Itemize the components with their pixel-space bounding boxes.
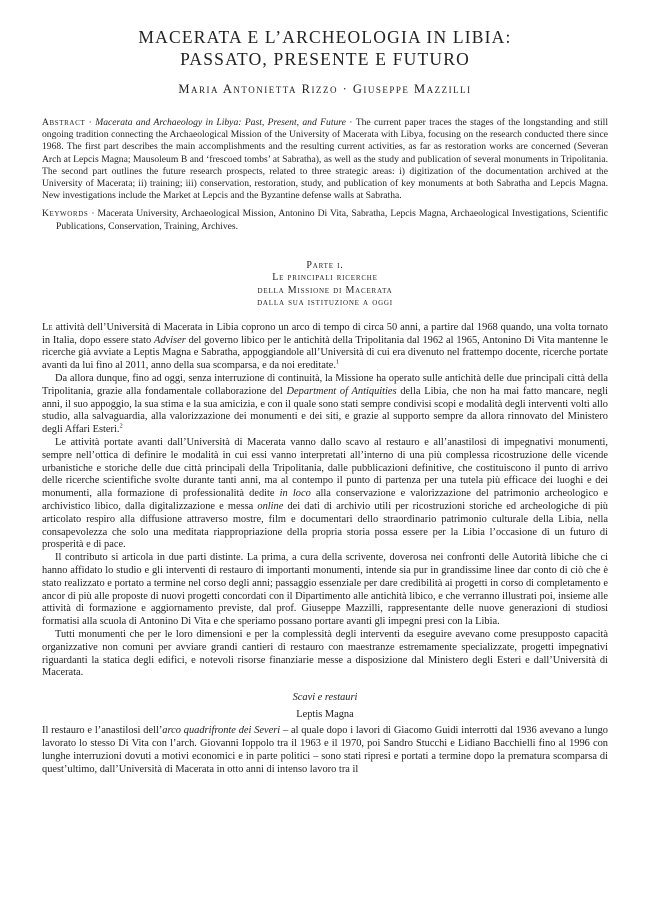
part-title-line-2: della Missione di Macerata	[257, 284, 393, 296]
abstract-english-title: Macerata and Archaeology in Libya: Past, Present, and Future	[95, 117, 346, 128]
footnote-ref-1[interactable]: 1	[335, 358, 340, 366]
footnote-ref-2[interactable]: 2	[119, 422, 123, 430]
paragraph-3-text-b: alla conservazione e valorizzazione del patrimonio archeologico e archivistico libico, dalla digitalizzazione e messa	[42, 488, 608, 512]
paragraph-3-text-a: Le attività portate avanti dall’Università di Macerata vanno dallo scavo al restauro e all’anastilosi di impegnativi monumenti, sempre nell’ottica di definire le modalità in cui essi vanno interpretati all’interno di una più complessa ricostruzione delle vicende urbanistiche e storiche delle due città principali della Tripolitania, dalle pubblicazioni definitive, che costituiscono il punto di arrivo delle ricerche scientifiche svolte durante tanti anni, ma al contempo il punto di partenza per una tutela più efficace dei luoghi e dei monumenti, alla formazione di professionalità dedite	[42, 437, 608, 500]
paragraph-3	[42, 437, 608, 552]
abstract-text: The current paper traces the stages of the longstanding and still ongoing tradition connecting the Archaeological Mission of the University of Macerata with Libya, focusing on the research conducted there since 1968. The first part describes the main accomplishments and the resulting current activities, as far as restoration works are concerned (Severan Arch at Lepcis Magna; Mausoleum B and ‘frescoed tombs’ at Sabratha), as well as the study and publication of several monuments in Tripolitania. The second part outlines the future research prospects, related to three strategic areas: i) digitization of the documentation archived at the University of Macerata; ii) training; iii) conservation, restoration, study, and publication of key monuments at both Sabratha and Lepcis Magna. New investigations include the Market at Lepcis and the Byzantine defense walls at Sabratha.	[42, 117, 608, 202]
paragraph-6	[42, 725, 608, 776]
part-title-line-3: dalla sua istituzione a oggi	[257, 297, 393, 309]
paragraph-1-text-b: del governo libico per le antichità della Tripolitania dal 1962 al 1965, Antonino Di Vita mantenne le ricerche già avviate a Leptis Magna e Sabratha, appoggiandole all’Università di cui era divenuto nel frattempo docente, ricerche portate avanti da lui fino al 2011, anno della sua scomparsa, e da noi ereditate.	[42, 334, 608, 372]
body-text	[42, 322, 608, 777]
authors: Maria Antonietta Rizzo · Giuseppe Mazzilli	[178, 82, 472, 96]
paragraph-1-opening: Le	[42, 321, 53, 333]
paragraph-2-text-b: della Libia, che non ha mai fatto mancare, negli anni, il suo appoggio, la sua stima e la sua amicizia, e con il quale sono stati sempre condivisi scopi e modalità degli interventi volti allo studio, alla salvaguardia, alla valorizzazione dei monumenti e dei siti, e grazie al supporto sempre da allora rinnovato del Ministero degli Affari Esteri.	[42, 385, 609, 436]
paragraph-2-emphasis: Department of Antiquities	[286, 385, 397, 397]
paragraph-6-text-b: – al quale dopo i lavori di Giacomo Guidi interrotti dal 1936 avevano a lungo lavorato lo stesso Di Vita con l’arch. Giovanni Ioppolo tra il 1963 e il 1970, poi Sandro Stucchi e Lidiano Bacchielli fino al 1996 con lunghe interruzioni dovuti a motivi economici e in parte politici – sono stati ripresi e portati a termine dopo la prematura scomparsa di quest’ultimo, dall’Università di Macerata in otto anni di intenso lavoro tra il	[42, 725, 608, 775]
paragraph-2	[42, 373, 608, 437]
paragraph-6-text-a: Il restauro e l’anastilosi dell’	[42, 725, 163, 737]
abstract-sep-2: ·	[345, 117, 356, 128]
paragraph-3-emphasis-2: online	[257, 500, 284, 512]
part-heading	[42, 260, 608, 310]
paragraph-2-text-a: Da allora dunque, fino ad oggi, senza interruzione di continuità, la Missione ha operato sulle antichità delle due principali città della Tripolitania, grazie alla fondamentale collaborazione del	[42, 373, 608, 397]
paragraph-4: Il contributo si articola in due parti distinte. La prima, a cura della scrivente, doverosa nei confronti delle Autorità libiche che ci hanno affidato lo studio e gli interventi di restauro di importanti monumenti, intende sia pur in grandissime linee dar conto di ciò che è stato realizzato e portato a termine nel corso degli anni; passaggio essenziale per dare credibilità ai progetti in corso di completamento e ancor di più alle proposte di nuovi progetti concordati con il Dipartimento alle antichità libico, e che verranno illustrati poi, insieme alle attività di formazione e aggiornamento previste, dal prof. Giuseppe Mazzilli, rappresentante delle nuove generazioni di studiosi formatisi alla scuola di Antonino Di Vita e che speriamo possano portare avanti gli impegni presi con la Libia.	[42, 552, 608, 628]
paper-title	[42, 26, 608, 70]
keywords-label: Keywords	[42, 208, 89, 220]
paragraph-1-emphasis: Adviser	[154, 334, 186, 346]
abstract	[42, 117, 608, 202]
section-title: Scavi e restauri	[292, 692, 358, 704]
paragraph-5: Tutti monumenti che per le loro dimensioni e per la complessità degli interventi da eseguire avevano come presupposto capacità organizzative non comuni per avviare grandi cantieri di restauro con maestranze estremamente specializzate, progetti impegnativi riguardanti la statica degli edifici, e notevoli risorse finanziarie messe a disposizione dal Ministero degli Esteri e dall’Università di Macerata.	[42, 628, 608, 679]
part-number: Parte i.	[306, 259, 344, 271]
title-line-2: PASSATO, PRESENTE E FUTURO	[180, 49, 470, 69]
title-line-1: MACERATA E L’ARCHEOLOGIA IN LIBIA:	[138, 27, 512, 47]
paragraph-1-text-a: attività dell’Università di Macerata in Libia coprono un arco di tempo di circa 50 anni, a partire dal 1968 quando, una volta tornato in Italia, dopo essere stato	[42, 321, 608, 346]
keywords	[42, 208, 608, 232]
paragraph-3-emphasis-1: in loco	[279, 488, 311, 500]
keywords-sep: ·	[88, 208, 98, 220]
paragraph-1	[42, 322, 608, 373]
section-subtitle: Leptis Magna	[296, 709, 354, 721]
abstract-label: Abstract	[42, 117, 86, 128]
keywords-text: Macerata University, Archaeological Mission, Antonino Di Vita, Sabratha, Lepcis Magna, Archaeological Investigations, Scientific Publications, Conservation, Training, Archives.	[56, 208, 608, 232]
paragraph-6-emphasis: arco quadrifronte dei Severi	[162, 725, 281, 737]
part-title-line-1: Le principali ricerche	[272, 272, 378, 284]
abstract-sep-1: ·	[85, 117, 96, 128]
paragraph-3-text-c: dei dati di archivio utili per ricostruzioni storiche ed archeologiche di più articolato respiro alla diffusione attraverso mostre, film e documentari dello straordinario patrimonio culturale della Libia, nella consapevolezza che solo una meditata riappropriazione della propria storia possa essere per la Libia l’occasione di un futuro di prosperità e di pace.	[42, 500, 608, 551]
